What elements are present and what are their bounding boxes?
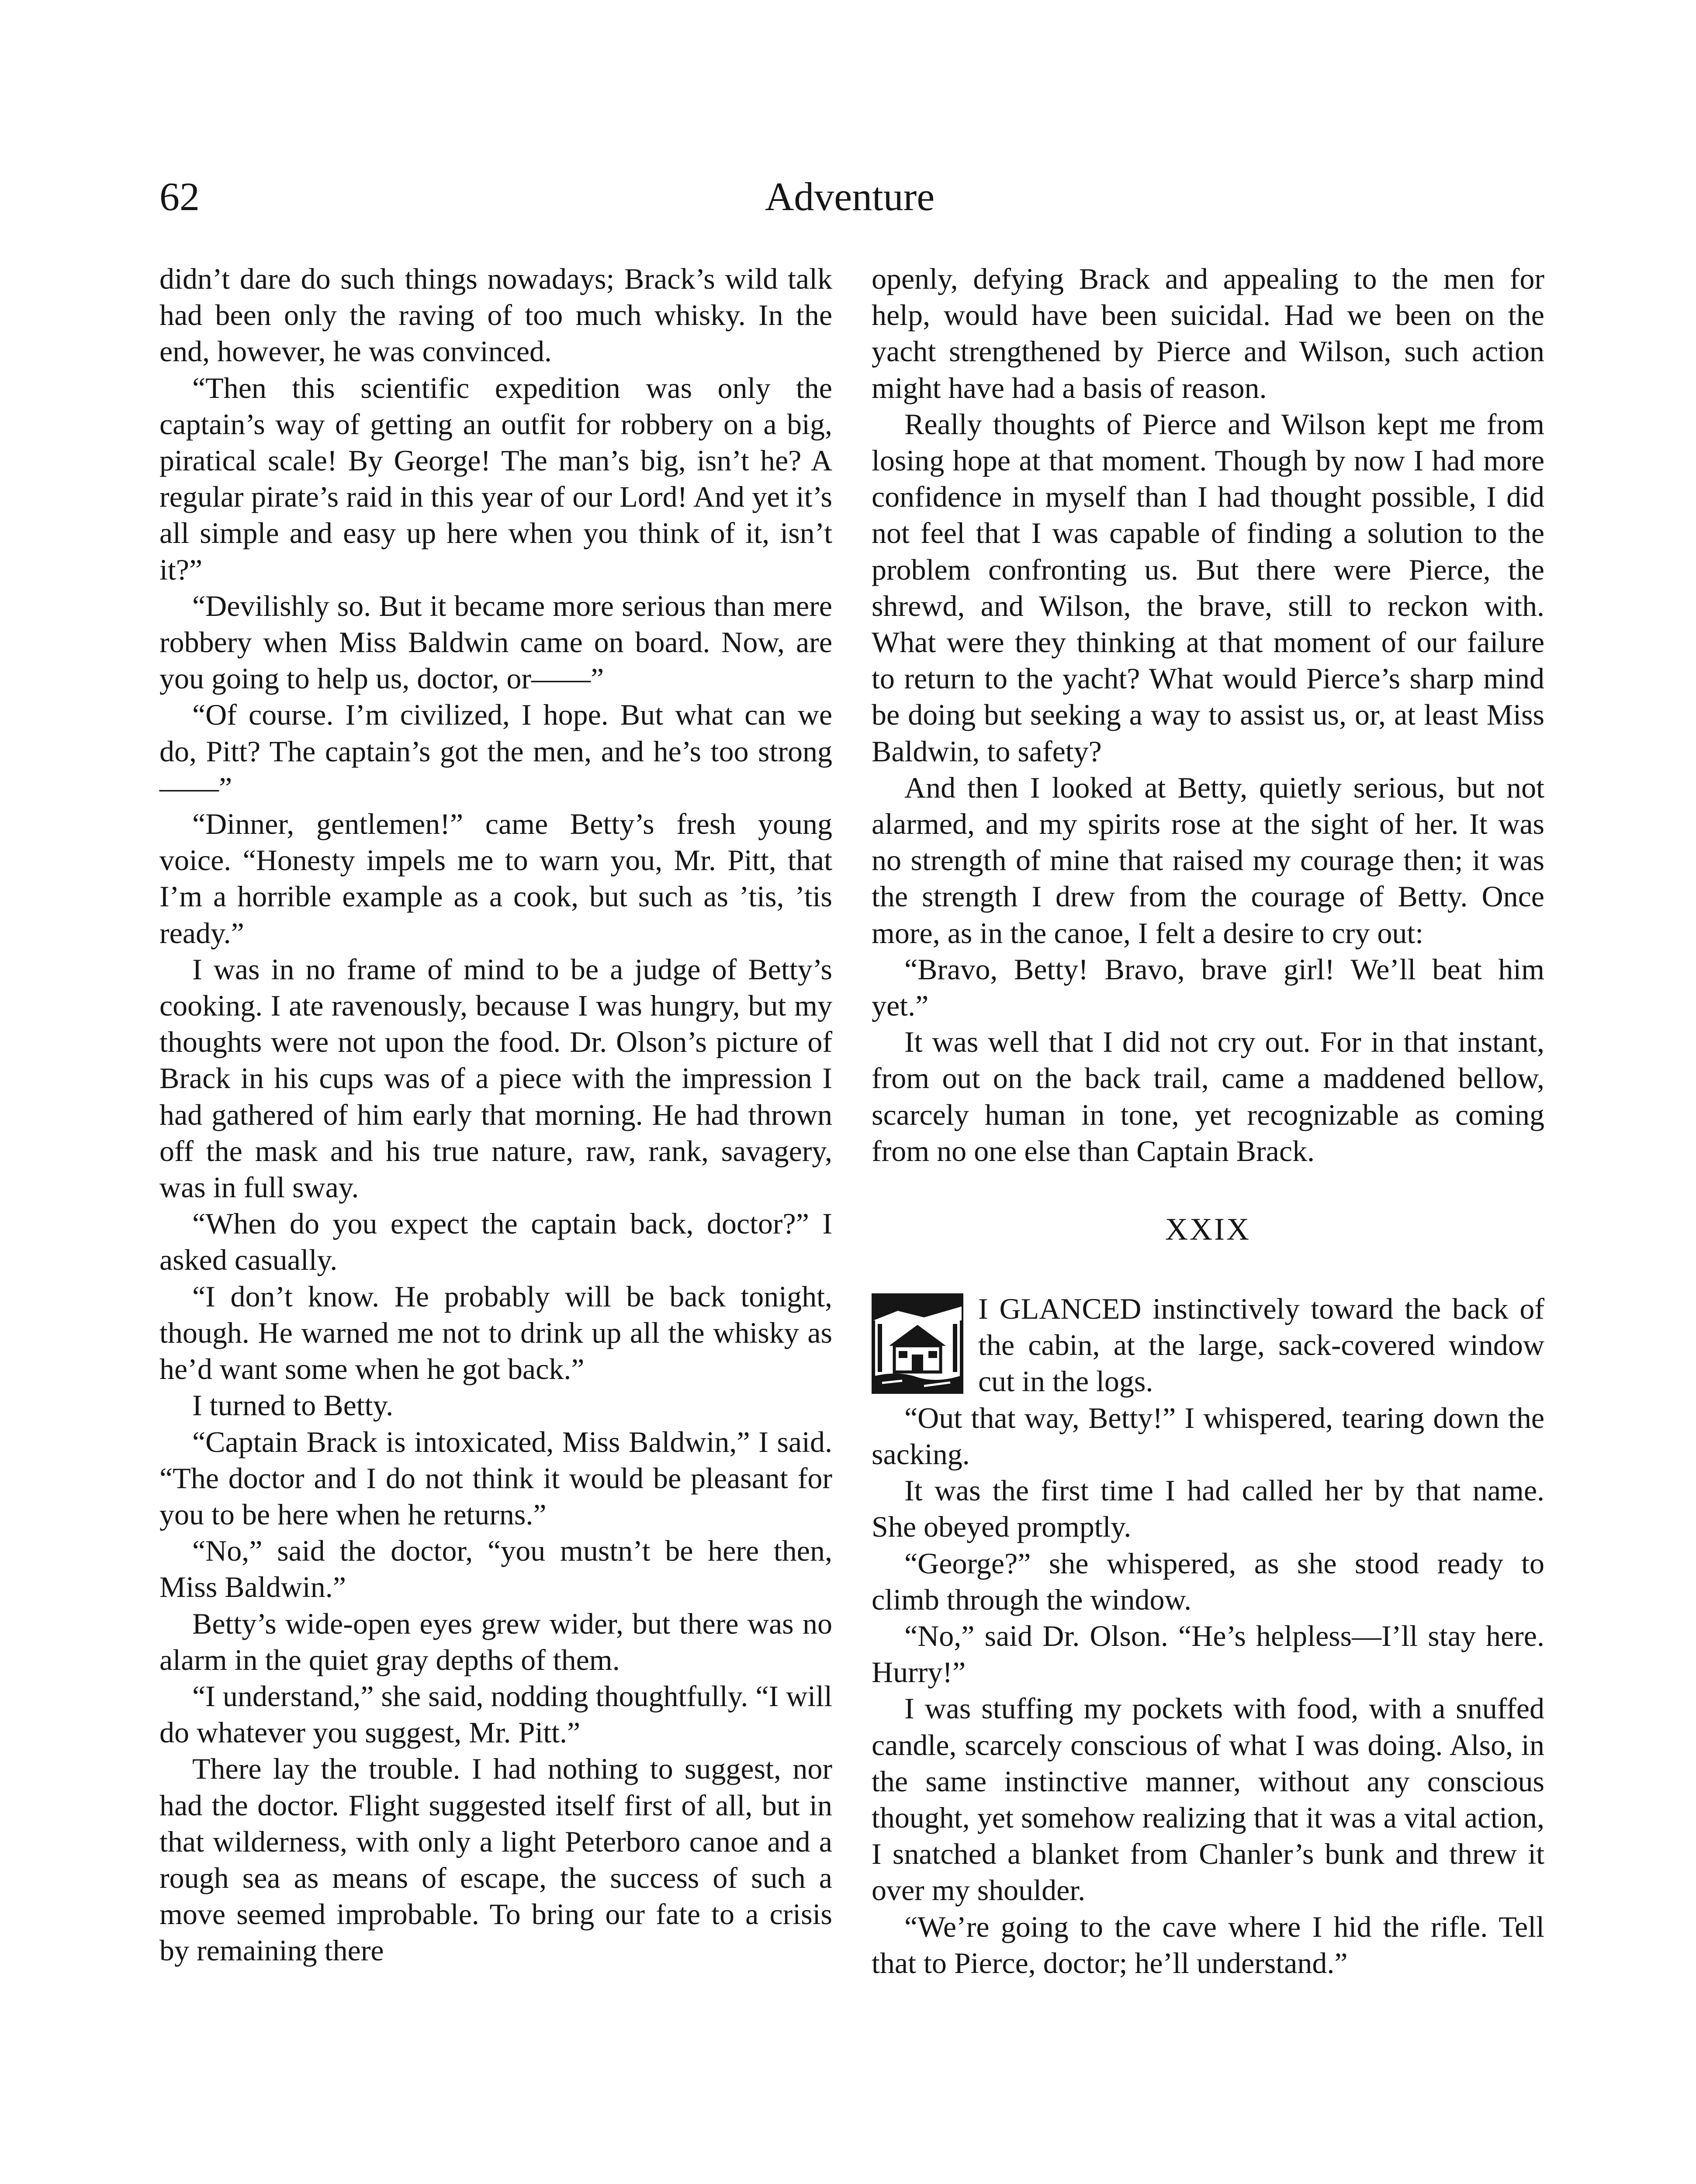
paragraph: Really thoughts of Pierce and Wilson kept me from losing hope at that moment. Though by now I had more confidence in myself than I had thought possible, I did not feel that I was capable of finding a solution to the problem confronting us. But there were Pierce, the shrewd, and Wilson, the brave, still to reckon with. What were they thinking at that moment of our failure to return to the yacht? What would Pierce’s sharp mind be doing but seeking a way to assist us, or, at least Miss Baldwin, to safety? (872, 407, 1544, 768)
page-header (159, 170, 1540, 232)
paragraph: “Captain Brack is intoxicated, Miss Baldwin,” I said. “The doctor and I do not think it would be pleasant for you to be here when he returns.” (159, 1425, 832, 1531)
paragraph: “I don’t know. He probably will be back tonight, though. He warned me not to drink up all the whisky as he’d want some when he got back.” (159, 1279, 832, 1386)
paragraph: I turned to Betty. (192, 1389, 394, 1422)
chapter-heading: XXIX (1165, 1212, 1251, 1247)
chapter-opening-text: I GLANCED instinctively toward the back of the cabin, at the large, sack-covered window cut in the logs. (978, 1292, 1544, 1398)
paragraph: “Of course. I’m civilized, I hope. But what can we do, Pitt? The captain’s got the men, and he’s too strong——” (159, 698, 832, 804)
left-column (159, 261, 832, 1969)
running-head: Adventure (765, 174, 935, 219)
paragraph: openly, defying Brack and appealing to the men for help, would have been suicidal. Had we been on the yacht strengthened by Pierce and Wilson, such action might have had a basis of reason. (872, 262, 1544, 404)
paragraph: I was stuffing my pockets with food, with a snuffed candle, scarcely conscious of what I was doing. Also, in the same instinctive manner, without any conscious thought, yet somehow realizing that it was a vital action, I snatched a blanket from Chanler’s bunk and threw it over my shoulder. (872, 1692, 1544, 1907)
paragraph: “I understand,” she said, nodding thoughtfully. “I will do whatever you suggest, Mr. Pitt.” (159, 1679, 832, 1749)
paragraph: “No,” said the doctor, “you mustn’t be here then, Miss Baldwin.” (159, 1534, 832, 1604)
cabin-vignette-icon (872, 1293, 963, 1394)
paragraph: “Devilishly so. But it became more serious than mere robbery when Miss Baldwin came on board. Now, are you going to help us, doctor, or——” (159, 589, 832, 695)
paragraph: “Out that way, Betty!” I whispered, tearing down the sacking. (872, 1401, 1544, 1471)
paragraph: didn’t dare do such things nowadays; Brack’s wild talk had been only the raving of too much whisky. In the end, however, he was convinced. (159, 262, 832, 368)
paragraph: It was well that I did not cry out. For in that instant, from out on the back trail, came a maddened bellow, scarcely human in tone, yet recognizable as coming from no one else than Captain Brack. (872, 1025, 1544, 1168)
paragraph: It was the first time I had called her by that name. She obeyed promptly. (872, 1474, 1544, 1544)
paragraph: There lay the trouble. I had nothing to suggest, nor had the doctor. Flight suggested itself first of all, but in that wilderness, with only a light Peterboro canoe and a rough sea as means of escape, the success of such a move seemed improbable. To bring our fate to a crisis by remaining there (159, 1752, 832, 1967)
paragraph: “No,” said Dr. Olson. “He’s helpless—I’ll stay here. Hurry!” (872, 1619, 1544, 1689)
page-number: 62 (159, 174, 200, 219)
paragraph: “George?” she whispered, as she stood ready to climb through the window. (872, 1546, 1544, 1616)
right-column (872, 261, 1544, 1981)
chapter-opening-paragraph (872, 1291, 1544, 1400)
paragraph: “Bravo, Betty! Bravo, brave girl! We’ll beat him yet.” (872, 952, 1544, 1023)
paragraph: And then I looked at Betty, quietly serious, but not alarmed, and my spirits rose at the sight of her. It was no strength of mine that raised my courage then; it was the strength I drew from the courage of Betty. Once more, as in the canoe, I felt a desire to cry out: (872, 771, 1544, 950)
paragraph: “Then this scientific expedition was only the captain’s way of getting an outfit for robbery on a big, piratical scale! By George! The man’s big, isn’t he? A regular pirate’s raid in this year of our Lord! And yet it’s all simple and easy up here when you think of it, isn’t it?” (159, 371, 832, 586)
paragraph: I was in no frame of mind to be a judge of Betty’s cooking. I ate ravenously, because I was hungry, but my thoughts were not upon the food. Dr. Olson’s picture of Brack in his cups was of a piece with the impression I had gathered of him early that morning. He had thrown off the mask and his true nature, raw, rank, savagery, was in full sway. (159, 952, 832, 1204)
paragraph: Betty’s wide-open eyes grew wider, but there was no alarm in the quiet gray depths of them. (159, 1607, 832, 1676)
paragraph: “We’re going to the cave where I hid the rifle. Tell that to Pierce, doctor; he’ll understand.” (872, 1910, 1544, 1980)
paragraph: “Dinner, gentlemen!” came Betty’s fresh young voice. “Honesty impels me to warn you, Mr. Pitt, that I’m a horrible example as a cook, but such as ’tis, ’tis ready.” (159, 807, 832, 950)
paragraph: “When do you expect the captain back, doctor?” I asked casually. (159, 1207, 832, 1277)
